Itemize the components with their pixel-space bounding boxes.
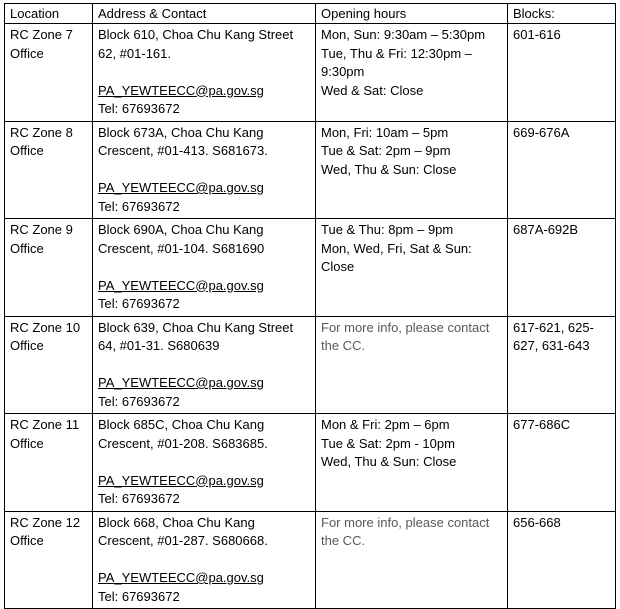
header-blocks: Blocks: [508,4,616,24]
hours-line: Tue & Thu: 8pm – 9pm [321,222,454,237]
hours-cell [316,24,508,122]
blocks-cell: 617-621, 625-627, 631-643 [508,316,616,414]
table-row [5,316,616,414]
hours-line: Mon, Wed, Fri, Sat & Sun: Close [321,240,472,274]
location-cell: RC Zone 12 Office [5,511,93,609]
tel-text: Tel: 67693672 [98,491,180,506]
address-text: Block 685C, Choa Chu Kang Crescent, #01-208. S683685. [98,417,268,451]
table-header-row [5,4,616,24]
location-cell: RC Zone 8 Office [5,121,93,219]
hours-note: For more info, please contact the CC. [321,319,490,353]
address-cell [93,511,316,609]
table-row [5,24,616,122]
blocks-cell: 669-676A [508,121,616,219]
header-address: Address & Contact [93,4,316,24]
table-row [5,511,616,609]
email-link[interactable]: PA_YEWTEECC@pa.gov.sg [98,180,264,195]
location-cell: RC Zone 10 Office [5,316,93,414]
hours-line: Tue & Sat: 2pm – 9pm [321,143,451,158]
address-text: Block 690A, Choa Chu Kang Crescent, #01-104. S681690 [98,222,265,256]
address-text: Block 673A, Choa Chu Kang Crescent, #01-413. S681673. [98,124,268,158]
email-link[interactable]: PA_YEWTEECC@pa.gov.sg [98,375,264,390]
address-text: Block 639, Choa Chu Kang Street 64, #01-31. S680639 [98,319,294,353]
address-cell [93,121,316,219]
address-text: Block 610, Choa Chu Kang Street 62, #01-161. [98,27,294,61]
rc-office-table [4,3,616,609]
blocks-cell: 656-668 [508,511,616,609]
hours-cell [316,121,508,219]
hours-line: Wed, Thu & Sun: Close [321,454,457,469]
tel-text: Tel: 67693672 [98,393,180,409]
blocks-cell: 677-686C [508,414,616,512]
location-cell: RC Zone 11 Office [5,414,93,512]
address-cell [93,414,316,512]
address-text: Block 668, Choa Chu Kang Crescent, #01-287. S680668. [98,514,268,548]
tel-text: Tel: 67693672 [98,588,180,604]
tel-text: Tel: 67693672 [98,296,180,311]
table-row [5,219,616,317]
hours-note: For more info, please contact the CC. [321,514,490,548]
hours-line: Wed & Sat: Close [321,82,424,98]
blocks-cell: 687A-692B [508,219,616,317]
hours-cell [316,511,508,609]
tel-text: Tel: 67693672 [98,101,180,116]
email-link[interactable]: PA_YEWTEECC@pa.gov.sg [98,277,264,293]
header-hours: Opening hours [316,4,508,24]
hours-line: Mon & Fri: 2pm – 6pm [321,417,450,432]
header-location: Location [5,4,93,24]
table-row [5,121,616,219]
address-cell [93,219,316,317]
hours-line: Tue, Thu & Fri: 12:30pm – 9:30pm [321,45,473,79]
email-link[interactable]: PA_YEWTEECC@pa.gov.sg [98,82,264,98]
address-cell [93,316,316,414]
hours-line: Wed, Thu & Sun: Close [321,161,457,177]
location-cell: RC Zone 7 Office [5,24,93,122]
email-link[interactable]: PA_YEWTEECC@pa.gov.sg [98,570,264,585]
hours-line: Mon, Sun: 9:30am – 5:30pm [321,27,486,42]
hours-line: Tue & Sat: 2pm - 10pm [321,435,455,451]
hours-cell [316,316,508,414]
tel-text: Tel: 67693672 [98,198,180,214]
table-row [5,414,616,512]
hours-cell [316,414,508,512]
location-cell: RC Zone 9 Office [5,219,93,317]
hours-line: Mon, Fri: 10am – 5pm [321,124,449,140]
address-cell [93,24,316,122]
email-link[interactable]: PA_YEWTEECC@pa.gov.sg [98,472,264,488]
office-table-container [4,3,616,609]
hours-cell [316,219,508,317]
blocks-cell: 601-616 [508,24,616,122]
